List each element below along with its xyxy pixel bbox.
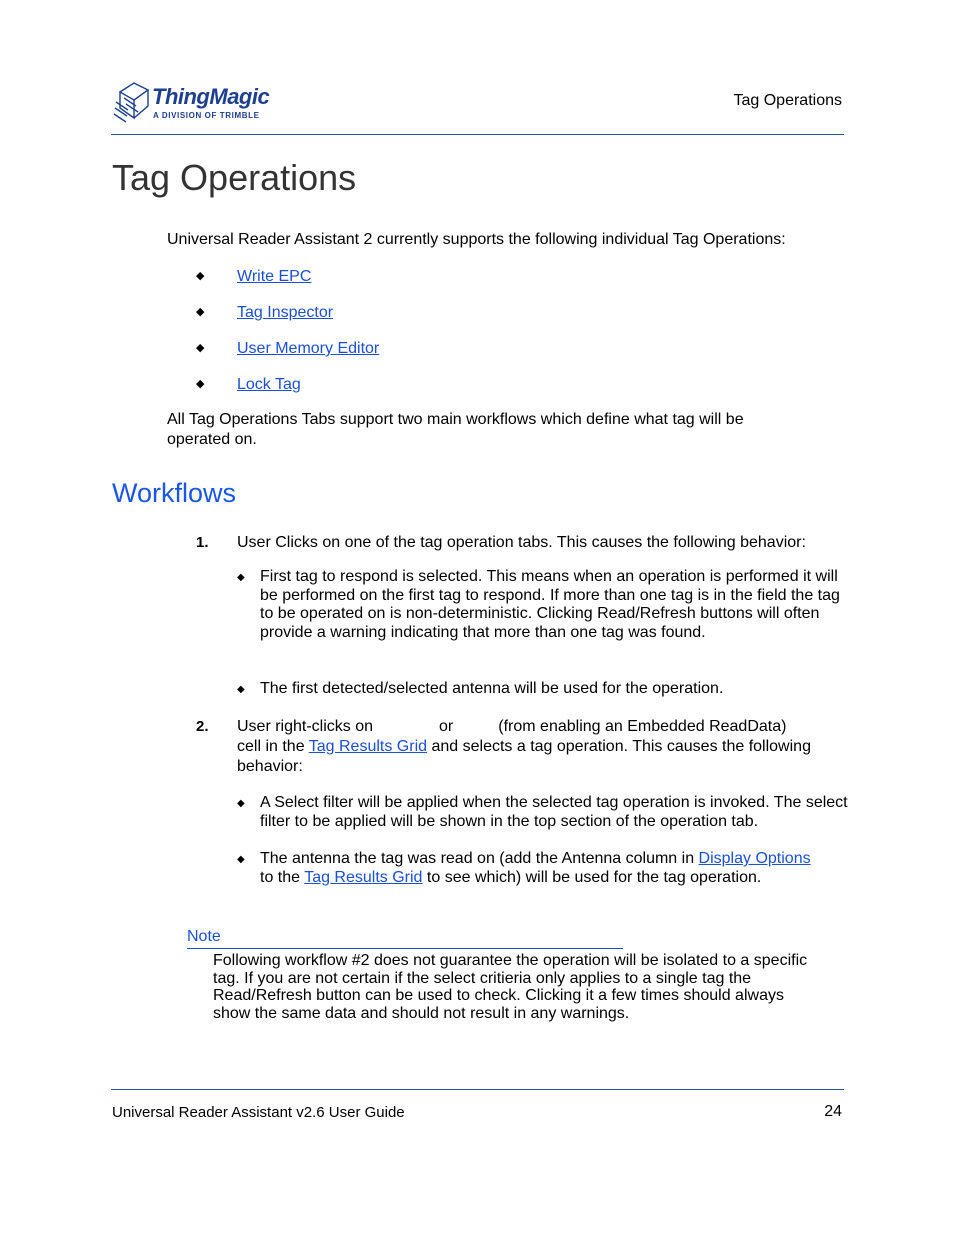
step-1-text: User Clicks on one of the tag operation tabs. This causes the following behavior: — [237, 534, 806, 551]
logo-tagline: A DIVISION OF TRIMBLE — [153, 111, 260, 120]
step-1-bullet-1: First tag to respond is selected. This means when an operation is performed it will be performed on the first tag to respond. If more than one tag is in the field the tag to be operated on is non-deterministic. Clicking Read/Refresh buttons will often provide a warning indicating that more than one tag was found. — [260, 568, 840, 642]
page-title: Tag Operations — [112, 157, 357, 198]
note-divider — [187, 948, 623, 949]
running-header: Tag Operations — [733, 92, 842, 109]
page-number: 24 — [824, 1103, 842, 1120]
step-2-text-part: (from enabling an Embedded ReadData) — [498, 718, 787, 735]
link-tag-results-grid[interactable]: Tag Results Grid — [304, 868, 423, 886]
link-tag-results-grid[interactable]: Tag Results Grid — [308, 738, 428, 755]
bullet-icon: ◆ — [237, 854, 245, 865]
step-2-text-part: cell in the — [237, 738, 305, 755]
footer-divider — [111, 1089, 844, 1090]
bullet-icon: ◆ — [196, 378, 205, 390]
workflows-heading: Workflows — [112, 478, 237, 508]
logo-wordmark: ThingMagic — [152, 84, 270, 109]
link-user-memory-editor[interactable]: User Memory Editor — [237, 340, 380, 357]
bullet-icon: ◆ — [196, 342, 205, 354]
step-2-bullet-2 — [260, 850, 820, 887]
link-write-epc[interactable]: Write EPC — [237, 268, 312, 285]
logo-mark-icon — [112, 78, 154, 128]
bullet-icon: ◆ — [237, 798, 245, 809]
step-2-bullet-2-part: to the — [260, 868, 301, 886]
link-lock-tag[interactable]: Lock Tag — [237, 376, 301, 393]
step-2-text — [237, 717, 837, 777]
bullet-icon: ◆ — [196, 270, 205, 282]
step-2-bullet-1: A Select filter will be applied when the selected tag operation is invoked. The select filter to be applied will be shown in the top section of the operation tab. — [260, 794, 848, 830]
link-display-options[interactable]: Display Options — [698, 850, 811, 867]
bullet-icon: ◆ — [237, 684, 245, 695]
step-2-bullet-2-part: The antenna the tag was read on (add the Antenna column in — [260, 850, 695, 867]
bullet-icon: ◆ — [237, 572, 245, 583]
step-number: 2. — [196, 718, 209, 735]
step-2-text-part: or — [439, 718, 454, 735]
note-label: Note — [187, 928, 221, 945]
workflows-intro-paragraph: All Tag Operations Tabs support two main workflows which define what tag will be operated on. — [167, 411, 744, 448]
bullet-icon: ◆ — [196, 306, 205, 318]
step-number: 1. — [196, 534, 209, 551]
step-2-bullet-2-part: to see which) will be used for the tag operation. — [426, 868, 762, 886]
intro-paragraph: Universal Reader Assistant 2 currently supports the following individual Tag Operations: — [167, 231, 786, 248]
note-text: Following workflow #2 does not guarantee the operation will be isolated to a specific tag. If you are not certain if the select critieria only applies to a single tag the Read/Refresh button can be used to check. Clicking it a few times should always show the same data and should not result in any warnings. — [213, 952, 808, 1022]
link-tag-inspector[interactable]: Tag Inspector — [237, 304, 334, 321]
step-1-bullet-2: The first detected/selected antenna will be used for the operation. — [260, 680, 724, 697]
header-divider — [111, 134, 844, 135]
footer-guide-title: Universal Reader Assistant v2.6 User Guide — [112, 1104, 405, 1121]
step-2-text-part: and selects a tag operation. This causes the following behavior: — [237, 738, 811, 775]
step-2-text-part: User right-clicks on — [237, 718, 374, 735]
